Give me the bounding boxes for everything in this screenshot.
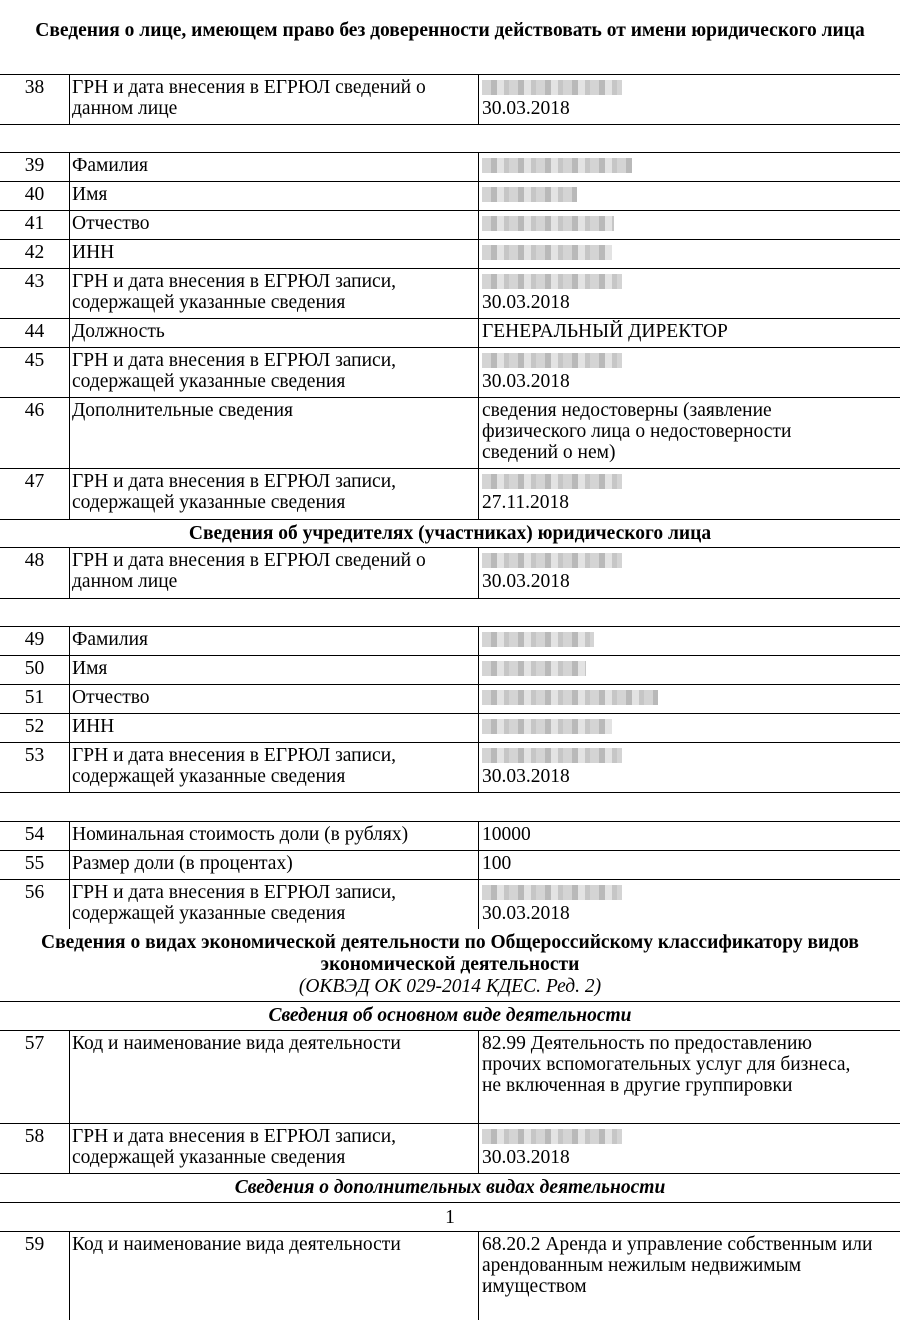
- row-date: 30.03.2018: [482, 903, 570, 924]
- row-value: [482, 714, 882, 737]
- activity-index: 1: [445, 1207, 455, 1228]
- redacted-grn: [482, 353, 622, 368]
- row-label: ГРН и дата внесения в ЕГРЮЛ сведений о данном лице: [72, 77, 426, 119]
- table-row: [0, 268, 900, 318]
- table-row: [0, 547, 900, 598]
- row-number: 47: [24, 471, 45, 492]
- redacted-inn: [482, 719, 612, 734]
- row-label: Имя: [72, 184, 108, 205]
- row-label: Фамилия: [72, 155, 148, 176]
- subsection-title-extra-activities: [0, 1173, 900, 1202]
- row-date: 30.03.2018: [482, 571, 570, 592]
- table-row: [0, 713, 900, 742]
- redacted-grn: [482, 885, 622, 900]
- row-number: 52: [24, 716, 45, 737]
- row-date: 30.03.2018: [482, 766, 570, 787]
- row-number: 44: [24, 321, 45, 342]
- row-number: 56: [24, 882, 45, 903]
- row-number: 41: [24, 213, 45, 234]
- row-value: [482, 75, 882, 119]
- table-row: [0, 210, 900, 239]
- redacted-surname: [482, 632, 594, 647]
- redacted-grn: [482, 80, 622, 95]
- row-label: Должность: [72, 321, 165, 342]
- row-label: Дополнительные сведения: [72, 400, 294, 421]
- redacted-patronymic: [482, 216, 614, 231]
- row-value: [482, 269, 882, 313]
- table-row: [0, 1231, 900, 1320]
- table-row: [0, 239, 900, 268]
- row-value: 10000: [482, 824, 531, 845]
- section-title-person-text: Сведения о лице, имеющем право без доверенности действовать от имени юридического лица: [35, 20, 865, 41]
- row-value: 82.99 Деятельность по предоставлению прочих вспомогательных услуг для бизнеса, не включенная в другие группировки: [482, 1033, 851, 1096]
- row-label: Отчество: [72, 687, 150, 708]
- table-row: [0, 626, 900, 655]
- section-title-okved-text: Сведения о видах экономической деятельности по Общероссийскому классификатору видов экономической деятельности: [41, 932, 859, 975]
- row-value: [482, 880, 882, 924]
- table-row: [0, 1030, 900, 1123]
- section-title-founders-text: Сведения об учредителях (участниках) юридического лица: [188, 523, 712, 544]
- row-label: ГРН и дата внесения в ЕГРЮЛ записи, содержащей указанные сведения: [72, 745, 397, 787]
- row-number: 45: [24, 350, 45, 371]
- redacted-surname: [482, 158, 632, 173]
- row-number: 49: [24, 629, 45, 650]
- redacted-grn: [482, 474, 622, 489]
- row-label: ГРН и дата внесения в ЕГРЮЛ записи, содержащей указанные сведения: [72, 350, 397, 392]
- section-subtitle-okved: (ОКВЭД ОК 029-2014 КДЕС. Ред. 2): [298, 976, 602, 997]
- row-value: сведения недостоверны (заявление физического лица о недостоверности сведений о нем): [482, 400, 792, 463]
- row-date: 30.03.2018: [482, 1147, 570, 1168]
- table-row: [0, 879, 900, 929]
- subsection-title-extra-activities-text: Сведения о дополнительных видах деятельности: [234, 1177, 666, 1198]
- row-number: 53: [24, 745, 45, 766]
- table-spacer: [0, 598, 900, 626]
- row-value: [482, 469, 882, 513]
- section-title-person: [0, 20, 900, 76]
- section-title-founders: [0, 519, 900, 547]
- table-spacer: [0, 792, 900, 821]
- subsection-title-main-activity-text: Сведения об основном виде деятельности: [268, 1005, 632, 1026]
- row-value: [482, 211, 882, 234]
- table-row: [0, 318, 900, 347]
- row-value: [482, 182, 882, 205]
- row-label: Код и наименование вида деятельности: [72, 1234, 401, 1255]
- activity-index-row: [0, 1202, 900, 1231]
- row-number: 43: [24, 271, 45, 292]
- row-value: [482, 656, 882, 679]
- table-row: [0, 397, 900, 468]
- redacted-inn: [482, 245, 612, 260]
- redacted-grn: [482, 274, 622, 289]
- row-value: 68.20.2 Аренда и управление собственным или арендованным нежилым недвижимым имуществом: [482, 1234, 873, 1297]
- row-value: [482, 548, 882, 592]
- row-label: ГРН и дата внесения в ЕГРЮЛ записи, содержащей указанные сведения: [72, 882, 397, 924]
- row-value: [482, 627, 882, 650]
- redacted-name: [482, 661, 586, 676]
- row-number: 42: [24, 242, 45, 263]
- row-date: 30.03.2018: [482, 292, 570, 313]
- row-label: Код и наименование вида деятельности: [72, 1033, 401, 1054]
- table-row: [0, 821, 900, 850]
- row-value: [482, 153, 882, 176]
- row-number: 50: [24, 658, 45, 679]
- row-number: 59: [24, 1234, 45, 1255]
- row-number: 38: [24, 77, 45, 98]
- row-label: ГРН и дата внесения в ЕГРЮЛ сведений о данном лице: [72, 550, 426, 592]
- row-number: 51: [24, 687, 45, 708]
- table-row: [0, 684, 900, 713]
- row-date: 30.03.2018: [482, 98, 570, 119]
- table-row: [0, 152, 900, 181]
- row-label: Номинальная стоимость доли (в рублях): [72, 824, 409, 845]
- redacted-patronymic: [482, 690, 658, 705]
- row-value: ГЕНЕРАЛЬНЫЙ ДИРЕКТОР: [482, 321, 728, 342]
- table-row: [0, 74, 900, 124]
- table-row: [0, 742, 900, 792]
- table-row: [0, 1123, 900, 1173]
- redacted-grn: [482, 553, 622, 568]
- table-row: [0, 850, 900, 879]
- row-date: 27.11.2018: [482, 492, 570, 513]
- row-label: ИНН: [72, 242, 115, 263]
- row-number: 40: [24, 184, 45, 205]
- row-number: 58: [24, 1126, 45, 1147]
- table-row: [0, 347, 900, 397]
- row-label: ГРН и дата внесения в ЕГРЮЛ записи, содержащей указанные сведения: [72, 271, 397, 313]
- row-label: ИНН: [72, 716, 115, 737]
- row-number: 55: [24, 853, 45, 874]
- row-value: 100: [482, 853, 512, 874]
- section-title-okved: [0, 929, 900, 1001]
- table-row: [0, 468, 900, 519]
- row-label: Отчество: [72, 213, 150, 234]
- table-row: [0, 181, 900, 210]
- redacted-grn: [482, 748, 622, 763]
- row-label: Фамилия: [72, 629, 148, 650]
- table-row: [0, 655, 900, 684]
- row-value: [482, 685, 882, 708]
- redacted-name: [482, 187, 577, 202]
- row-label: Имя: [72, 658, 108, 679]
- row-number: 57: [24, 1033, 45, 1054]
- row-value: [482, 1124, 882, 1168]
- row-label: Размер доли (в процентах): [72, 853, 293, 874]
- row-number: 54: [24, 824, 45, 845]
- row-label: ГРН и дата внесения в ЕГРЮЛ записи, содержащей указанные сведения: [72, 1126, 397, 1168]
- row-value: [482, 348, 882, 392]
- row-number: 39: [24, 155, 45, 176]
- row-number: 48: [24, 550, 45, 571]
- row-value: [482, 743, 882, 787]
- subsection-title-main-activity: [0, 1001, 900, 1030]
- row-value: [482, 240, 882, 263]
- row-label: ГРН и дата внесения в ЕГРЮЛ записи, содержащей указанные сведения: [72, 471, 397, 513]
- redacted-grn: [482, 1129, 622, 1144]
- row-number: 46: [24, 400, 45, 421]
- table-spacer: [0, 124, 900, 152]
- row-date: 30.03.2018: [482, 371, 570, 392]
